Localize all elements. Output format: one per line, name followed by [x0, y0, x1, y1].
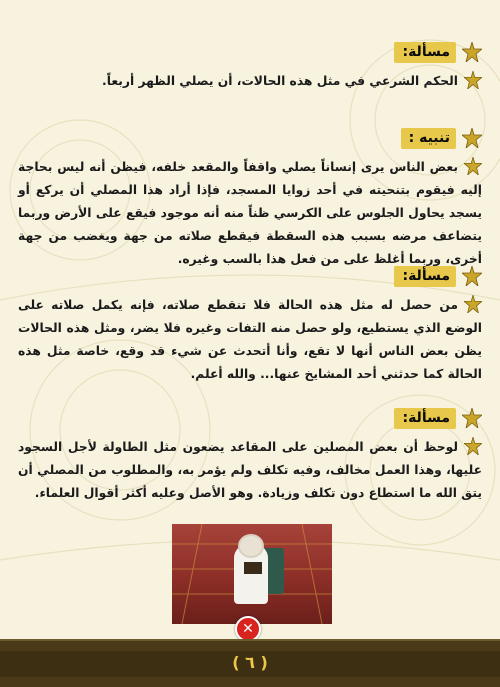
prayer-photo	[172, 524, 332, 624]
section-heading: مسألة:	[394, 42, 456, 63]
section-heading: مسألة:	[394, 408, 456, 429]
star-bullet-icon	[464, 295, 482, 313]
section-1	[18, 40, 482, 93]
book	[244, 562, 262, 574]
star-ornament-icon	[462, 408, 482, 428]
section-text: الحكم الشرعي في مثل هذه الحالات، أن يصلي الظهر أربعاً.	[18, 70, 482, 93]
section-text: بعض الناس يرى إنساناً يصلي واقفاً والمقعد خلفه، فيظن أنه ليس بحاجة إليه فيقوم بتنحيته في أحد زوايا المسجد، فإذا أراد هذا المصلي أن يركع أو يسجد يحاول الجلوس على الكرسي ظناً منه أنه موجود فيقع على الأرض وربما يتضاعف مرضه بسبب هذه السقطة فيقطع صلاته من جهة ويغضب من جهة أخرى، وربما أغلظ على من فعل هذا بالسب وغيره.	[18, 156, 482, 271]
section-heading: تنبيه :	[401, 128, 456, 149]
section-text: من حصل له مثل هذه الحالة فلا تنقطع صلاته، فإنه يكمل صلاته على الوضع الذي يستطيع، ولو حصل منه التفات وغيره فلا يضر، ومثل هذه الحالات يظن بعض الناس أنها لا تقع، وأنا أتحدث عن شيء قد وقع، خاصة مثل هذه الحالة كما حدثني أحد المشايخ عنها... والله أعلم.	[18, 294, 482, 386]
section-2	[18, 126, 482, 271]
star-bullet-icon	[464, 157, 482, 175]
star-bullet-icon	[464, 71, 482, 89]
star-bullet-icon	[464, 437, 482, 455]
section-text: لوحظ أن بعض المصلين على المقاعد يضعون مثل الطاولة لأجل السجود عليها، وهذا العمل مخالف، وفيه تكلف ولم يؤمر به، والمطلوب من المصلي أن يتق الله ما استطاع دون تكلف وزيادة. وهو الأصل وعليه أكثر أقوال العلماء.	[18, 436, 482, 505]
section-3	[18, 264, 482, 386]
worshipper-head	[238, 534, 264, 558]
section-4	[18, 406, 482, 505]
star-ornament-icon	[462, 42, 482, 62]
page-footer	[0, 639, 500, 687]
star-ornament-icon	[462, 128, 482, 148]
star-ornament-icon	[462, 266, 482, 286]
section-heading: مسألة:	[394, 266, 456, 287]
wrong-x-icon: ✕	[235, 616, 261, 642]
page-number: ( ٦ )	[232, 653, 268, 672]
